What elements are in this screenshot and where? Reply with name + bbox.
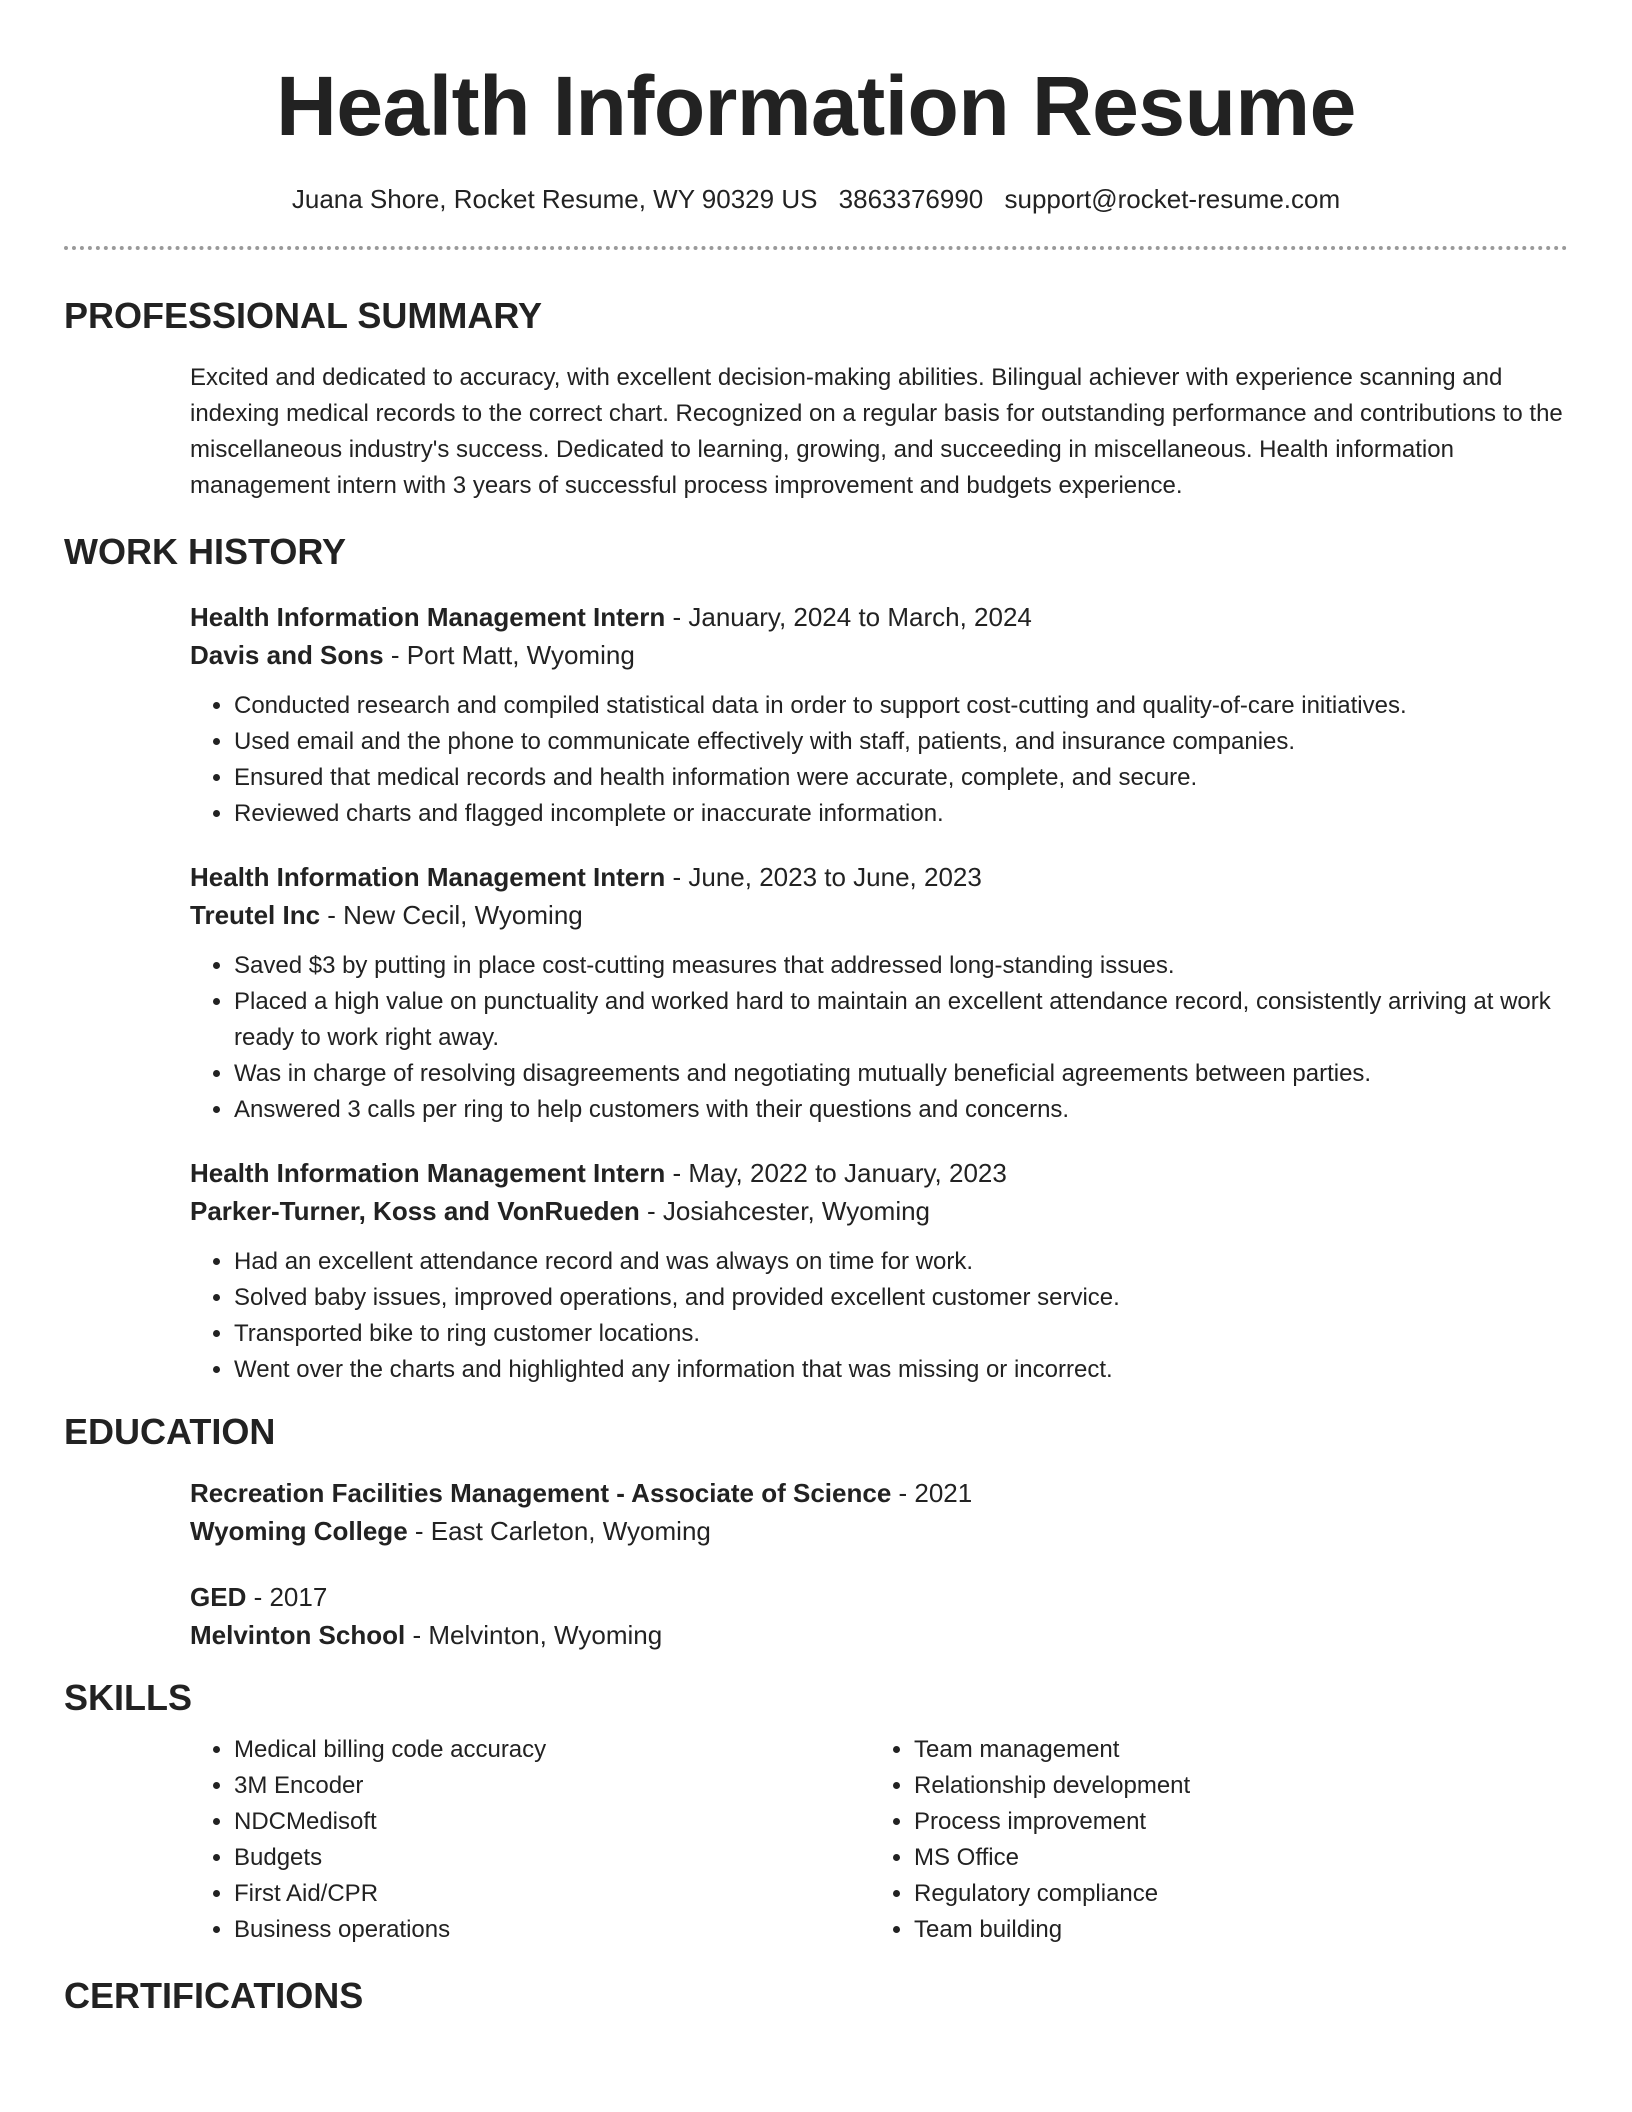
contact-address: Juana Shore, Rocket Resume, WY 90329 US (291, 184, 818, 214)
skills-column-left (190, 1732, 870, 1948)
job-bullet: • Went over the charts and highlighted any information that was missing or incorrect. (234, 1352, 1568, 1388)
job-location: - Josiahcester, Wyoming (639, 1196, 931, 1226)
job-bullet: • Ensured that medical records and health information were accurate, complete, and secure. (234, 760, 1568, 796)
job-location: - Port Matt, Wyoming (383, 640, 635, 670)
job-company-line (190, 636, 1568, 674)
school: Wyoming College (190, 1516, 408, 1546)
skill-item: • Medical billing code accuracy (234, 1732, 870, 1768)
header-divider (64, 246, 1568, 250)
job-title-line (190, 858, 1568, 896)
job-entry (64, 598, 1568, 832)
skills-section (64, 1732, 1568, 1948)
job-bullet: • Placed a high value on punctuality and worked hard to maintain an excellent attendance record, consistently arriving at work ready to work right away. (234, 984, 1568, 1056)
school: Melvinton School (190, 1620, 406, 1650)
school-line (190, 1512, 1568, 1550)
job-bullets (190, 688, 1568, 832)
job-bullets (190, 948, 1568, 1128)
job-company-line (190, 1192, 1568, 1230)
job-bullet: • Had an excellent attendance record and was always on time for work. (234, 1244, 1568, 1280)
job-company: Davis and Sons (190, 640, 384, 670)
job-title: Health Information Management Intern (190, 1158, 666, 1188)
school-location: - Melvinton, Wyoming (405, 1620, 663, 1650)
skill-item: • Budgets (234, 1840, 870, 1876)
job-company-line (190, 896, 1568, 934)
job-bullet: • Answered 3 calls per ring to help customers with their questions and concerns. (234, 1092, 1568, 1128)
skills-grid (190, 1732, 1568, 1948)
skill-item: • Regulatory compliance (914, 1876, 1568, 1912)
skills-heading: SKILLS (64, 1677, 193, 1718)
job-title: Health Information Management Intern (190, 862, 666, 892)
skill-item: • 3M Encoder (234, 1768, 870, 1804)
job-bullet: • Used email and the phone to communicate effectively with staff, patients, and insurance companies. (234, 724, 1568, 760)
skill-item: • MS Office (914, 1840, 1568, 1876)
contact-line (64, 182, 1568, 216)
job-title-line (190, 598, 1568, 636)
job-title: Health Information Management Intern (190, 602, 666, 632)
degree-line (190, 1578, 1568, 1616)
skill-item: • Business operations (234, 1912, 870, 1948)
job-bullet: • Was in charge of resolving disagreements and negotiating mutually beneficial agreements between parties. (234, 1056, 1568, 1092)
skill-item: • First Aid/CPR (234, 1876, 870, 1912)
degree: GED (190, 1582, 247, 1612)
skill-item: • NDCMedisoft (234, 1804, 870, 1840)
job-bullet: • Reviewed charts and flagged incomplete or inaccurate information. (234, 796, 1568, 832)
job-location: - New Cecil, Wyoming (320, 900, 583, 930)
degree-line (190, 1474, 1568, 1512)
job-bullet: • Saved $3 by putting in place cost-cutting measures that addressed long-standing issues. (234, 948, 1568, 984)
skill-item: • Team management (914, 1732, 1568, 1768)
skill-item: • Team building (914, 1912, 1568, 1948)
job-company: Parker-Turner, Koss and VonRueden (190, 1196, 640, 1226)
degree: Recreation Facilities Management - Associate of Science (190, 1478, 892, 1508)
job-bullet: • Transported bike to ring customer locations. (234, 1316, 1568, 1352)
job-title-line (190, 1154, 1568, 1192)
resume-title: Health Information Resume (276, 59, 1356, 153)
skill-item: • Relationship development (914, 1768, 1568, 1804)
education-entry (64, 1474, 1568, 1550)
skill-item: • Process improvement (914, 1804, 1568, 1840)
work-history-heading: WORK HISTORY (64, 531, 347, 572)
job-entry (64, 858, 1568, 1128)
degree-year: - 2017 (246, 1582, 328, 1612)
summary-section (64, 360, 1568, 504)
skills-column-right (870, 1732, 1568, 1948)
job-dates: - June, 2023 to June, 2023 (665, 862, 982, 892)
school-line (190, 1616, 1568, 1654)
summary-text: Excited and dedicated to accuracy, with excellent decision-making abilities. Bilingual achiever with experience scanning and indexing medical records to the correct chart. Recognized on a regular basis for outstanding performance and contributions to the miscellaneous industry's success. Dedicated to learning, growing, and succeeding in miscellaneous. Health information management intern with 3 years of successful process improvement and budgets experience. (190, 364, 1563, 499)
job-entry (64, 1154, 1568, 1388)
degree-year: - 2021 (891, 1478, 973, 1508)
contact-email: support@rocket-resume.com (1004, 184, 1341, 214)
job-dates: - January, 2024 to March, 2024 (665, 602, 1032, 632)
certifications-heading: CERTIFICATIONS (64, 1975, 364, 2016)
job-company: Treutel Inc (190, 900, 321, 930)
education-entry (64, 1578, 1568, 1654)
contact-phone: 3863376990 (838, 184, 984, 214)
job-dates: - May, 2022 to January, 2023 (665, 1158, 1007, 1188)
education-heading: EDUCATION (64, 1411, 276, 1452)
summary-heading: PROFESSIONAL SUMMARY (64, 295, 543, 336)
job-bullet: • Solved baby issues, improved operations, and provided excellent customer service. (234, 1280, 1568, 1316)
job-bullets (190, 1244, 1568, 1388)
school-location: - East Carleton, Wyoming (407, 1516, 711, 1546)
job-bullet: • Conducted research and compiled statistical data in order to support cost-cutting and quality-of-care initiatives. (234, 688, 1568, 724)
